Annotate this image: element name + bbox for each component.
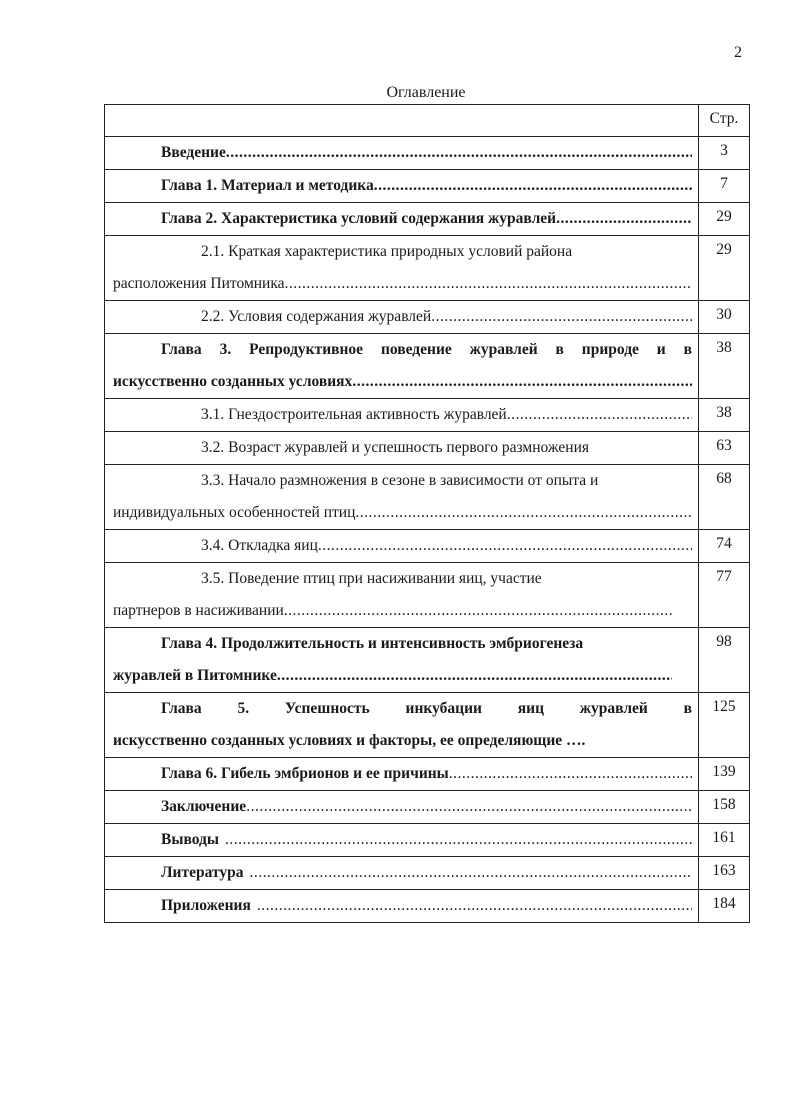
header-blank-cell [105,105,699,137]
entry-page: 38 [699,334,750,399]
entry-title-line1: Глава 3. Репродуктивное поведение журавлей в природе и в [161,341,692,358]
toc-header-row [105,105,750,137]
toc-row [105,693,750,758]
entry-page: 184 [699,890,750,923]
toc-row [105,334,750,399]
entry-title: 3.1. Гнездостроительная активность журавлей [201,406,507,423]
entry-title-line1: Глава 5. Успешность инкубации яиц журавлей в [161,700,692,717]
toc-row [105,758,750,791]
entry-page: 98 [699,628,750,693]
entry-page: 29 [699,203,750,236]
entry-title-line2: журавлей в Питомнике [113,667,277,684]
entry-page: 158 [699,791,750,824]
entry-title: Введение [161,144,226,161]
toc-row [105,465,750,530]
entry-title: 3.4. Откладка яиц [201,537,318,554]
toc-row [105,170,750,203]
entry-title: Приложения [161,897,251,914]
entry-title-line2: расположения Питомника [113,275,285,292]
toc-row [105,203,750,236]
toc-row [105,563,750,628]
entry-title-line1: 2.1. Краткая характеристика природных условий района [201,243,573,260]
entry-title: Глава 2. Характеристика условий содержания журавлей [161,210,557,227]
toc-row [105,890,750,923]
toc-row [105,530,750,563]
entry-page: 161 [699,824,750,857]
entry-title-line1: Глава 4. Продолжительность и интенсивность эмбриогенеза [161,635,584,652]
entry-title: Глава 1. Материал и методика [161,177,374,194]
entry-title: Глава 6. Гибель эмбрионов и ее причины [161,765,449,782]
toc-row [105,432,750,465]
toc-row [105,301,750,334]
entry-page: 125 [699,693,750,758]
entry-title-line2: искусственно созданных условиях и факторы, ее определяющие …. [113,732,586,749]
entry-title-line1: 3.5. Поведение птиц при насиживании яиц, участие [201,570,542,587]
entry-page: 68 [699,465,750,530]
entry-title: 2.2. Условия содержания журавлей [201,308,432,325]
entry-page: 77 [699,563,750,628]
entry-page: 74 [699,530,750,563]
entry-page: 163 [699,857,750,890]
toc-row [105,791,750,824]
toc-row [105,399,750,432]
toc-title: Оглавление [386,84,466,101]
entry-title-line2: партнеров в насиживании [113,602,284,619]
entry-page: 30 [699,301,750,334]
entry-page: 7 [699,170,750,203]
toc-row [105,628,750,693]
entry-title-line2: индивидуальных особенностей птиц [113,504,356,521]
entry-page: 38 [699,399,750,432]
header-page-label: Стр. [699,105,750,137]
entry-page: 3 [699,137,750,170]
toc-row [105,824,750,857]
entry-title-line2: искусственно созданных условиях [113,373,353,390]
toc-row [105,236,750,301]
toc-row [105,857,750,890]
toc-table [104,104,750,923]
entry-page: 139 [699,758,750,791]
entry-title-line1: 3.3. Начало размножения в сезоне в зависимости от опыта и [201,472,599,489]
entry-title: Заключение [161,798,247,815]
page-number: 2 [734,44,742,61]
entry-title: 3.2. Возраст журавлей и успешность первого размножения [201,439,590,456]
entry-page: 29 [699,236,750,301]
entry-title: Литература [161,864,244,881]
entry-title: Выводы [161,831,219,848]
toc-row [105,137,750,170]
entry-page: 63 [699,432,750,465]
